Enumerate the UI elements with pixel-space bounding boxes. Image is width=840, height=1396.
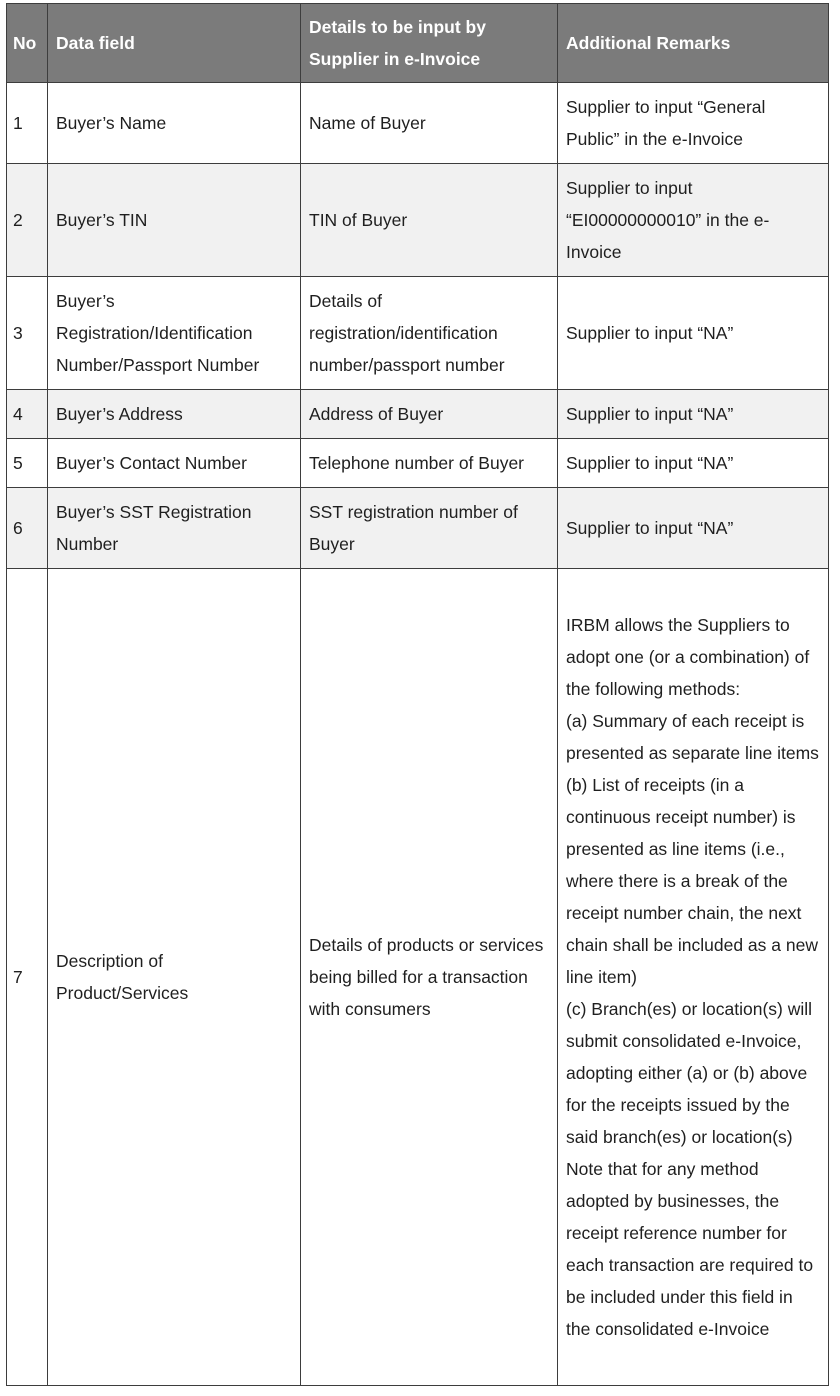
row-number: 6 [7, 488, 48, 569]
remarks-cell: Supplier to input “General Public” in the e-Invoice [558, 83, 829, 164]
details-cell: SST registration number of Buyer [301, 488, 558, 569]
table-row [7, 439, 829, 488]
remarks-cell: Supplier to input “NA” [558, 390, 829, 439]
table-row [7, 164, 829, 277]
details-cell: Details of products or services being billed for a transaction with consumers [301, 569, 558, 1386]
data-field-cell: Buyer’s TIN [48, 164, 301, 277]
data-field-cell: Buyer’s Registration/Identification Number/Passport Number [48, 277, 301, 390]
remarks-method-b: (b) List of receipts (in a continuous receipt number) is presented as line items (i.e., where there is a break of the receipt number chain, the next chain shall be included as a new line item) [566, 775, 818, 987]
remarks-cell: Supplier to input “NA” [558, 277, 829, 390]
row-number: 2 [7, 164, 48, 277]
details-cell: Telephone number of Buyer [301, 439, 558, 488]
details-cell: Details of registration/identification number/passport number [301, 277, 558, 390]
remarks-method-a: (a) Summary of each receipt is presented as separate line items [566, 711, 819, 763]
data-field-cell: Buyer’s Contact Number [48, 439, 301, 488]
row-number: 4 [7, 390, 48, 439]
details-cell: Address of Buyer [301, 390, 558, 439]
data-field-cell: Buyer’s Address [48, 390, 301, 439]
details-cell: TIN of Buyer [301, 164, 558, 277]
table-row [7, 488, 829, 569]
remarks-note: Note that for any method adopted by businesses, the receipt reference number for each transaction are required to be included under this field in the consolidated e-Invoice [566, 1159, 814, 1339]
table-row [7, 277, 829, 390]
row-number: 1 [7, 83, 48, 164]
data-field-cell: Description of Product/Services [48, 569, 301, 1386]
row-number: 5 [7, 439, 48, 488]
header-remarks: Additional Remarks [558, 4, 829, 83]
data-field-table-container [6, 3, 828, 1386]
data-field-cell: Buyer’s SST Registration Number [48, 488, 301, 569]
data-field-table [6, 3, 829, 1386]
details-cell: Name of Buyer [301, 83, 558, 164]
remarks-cell: Supplier to input “EI00000000010” in the e-Invoice [558, 164, 829, 277]
remarks-intro: IRBM allows the Suppliers to adopt one (or a combination) of the following methods: [566, 615, 810, 699]
remarks-cell: Supplier to input “NA” [558, 488, 829, 569]
table-row [7, 390, 829, 439]
header-data-field: Data field [48, 4, 301, 83]
remarks-cell: Supplier to input “NA” [558, 439, 829, 488]
table-row [7, 569, 829, 1386]
row-number: 7 [7, 569, 48, 1386]
remarks-method-c: (c) Branch(es) or location(s) will submit consolidated e-Invoice, adopting either (a) or (b) above for the receipts issued by the said branch(es) or location(s) [566, 999, 813, 1147]
header-details: Details to be input by Supplier in e-Invoice [301, 4, 558, 83]
table-header-row [7, 4, 829, 83]
row-number: 3 [7, 277, 48, 390]
data-field-cell: Buyer’s Name [48, 83, 301, 164]
table-row [7, 83, 829, 164]
remarks-cell [558, 569, 829, 1386]
header-no: No [7, 4, 48, 83]
